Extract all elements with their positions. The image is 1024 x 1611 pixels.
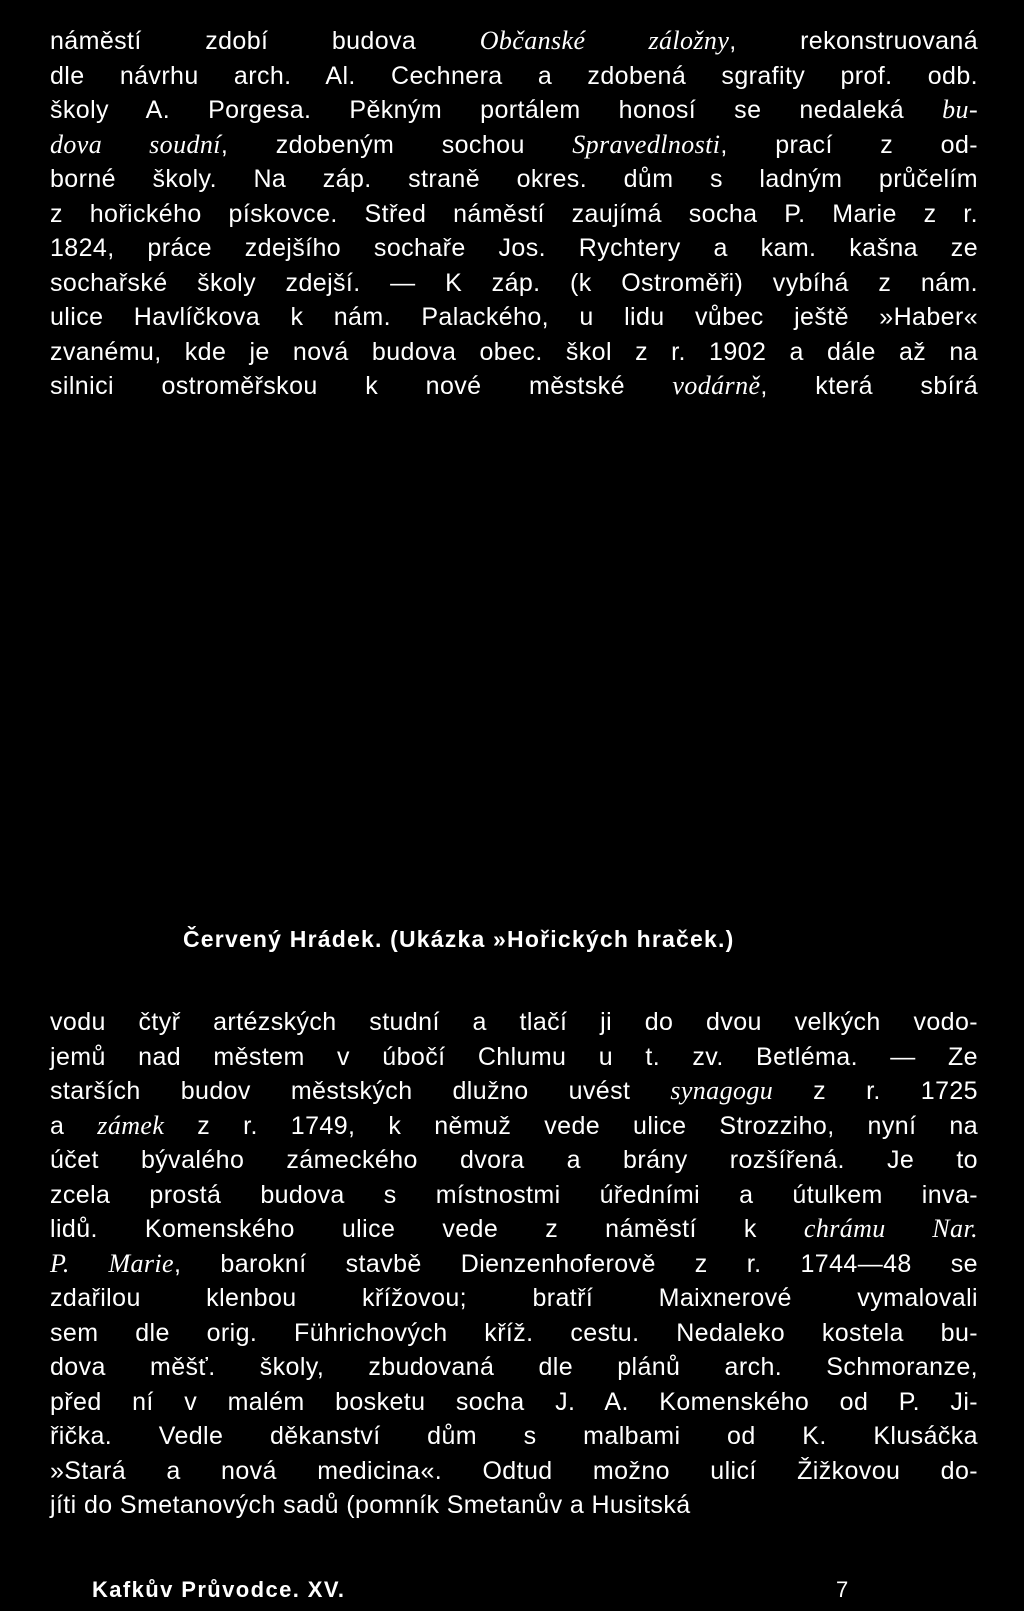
text-line [50,266,978,301]
text-line [50,1454,978,1489]
italic-text: Občanské záložny [479,26,730,55]
text-line [50,1143,978,1178]
text-run: jíti do Smetanových sadů (pomník Smetanův a Husitská [50,1491,691,1519]
page-footer [92,1576,852,1604]
photo-caption: Červený Hrádek. (Ukázka »Hořických hraček.) [183,926,735,952]
text-line [50,1419,978,1454]
text-line [50,1385,978,1420]
text-run: , rekonstruovaná [729,27,979,55]
page-number: 7 [836,1577,850,1602]
text-run: ulice Havlíčkova k nám. Palackého, u lidu vůbec ještě »Haber« [50,303,978,331]
text-run: zcela prostá budova s místnostmi úředními a útulkem inva- [50,1180,978,1209]
italic-text: bu- [942,95,978,124]
italic-text: chrámu Nar. [803,1214,978,1243]
text-run: z hořického pískovce. Střed náměstí zaujímá socha P. Marie z r. [50,199,978,228]
text-run: z r. 1749, k němuž vede ulice Strozziho, nyní na [164,1111,978,1140]
text-line [50,128,978,163]
text-line [50,1488,978,1523]
text-line [50,197,978,232]
text-run: zdařilou klenbou křížovou; bratří Maixnerové vymalovali [50,1284,978,1312]
text-line [50,1178,978,1213]
text-line [50,59,978,94]
text-line [50,231,978,266]
text-run: dle návrhu arch. Al. Cechnera a zdobená sgrafity prof. odb. [50,61,978,90]
text-run: jemů nad městem v úbočí Chlumu u t. zv. Betléma. — Ze [50,1042,978,1071]
photo-area [0,405,1024,905]
text-run: a [50,1111,98,1140]
text-line [50,93,978,128]
text-run: vodu čtyř artézských studní a tlačí ji do dvou velkých vodo- [50,1008,978,1036]
text-run: náměstí zdobí budova [50,27,480,55]
text-run: , prací z od- [720,130,978,159]
italic-text: P. Marie [50,1248,174,1278]
text-run: řička. Vedle děkanství dům s malbami od K. Klusáčka [50,1422,978,1450]
footer-series-title: Kafkův Průvodce. XV. [92,1577,346,1602]
text-line [50,1074,978,1109]
text-run: školy A. Porgesa. Pěkným portálem honosí se nedaleká [50,96,943,124]
text-run: dova měšť. školy, zbudovaná dle plánů arch. Schmoranze, [50,1353,978,1381]
italic-text: Spravedlnosti [572,129,721,159]
text-line [50,1212,978,1247]
italic-text: vodárně [672,371,761,400]
text-line [50,300,978,335]
text-run: před ní v malém bosketu socha J. A. Komenského od P. Ji- [50,1387,978,1416]
text-line [50,1247,978,1282]
text-line [50,1109,978,1144]
text-line [50,1040,978,1075]
text-run: lidů. Komenského ulice vede z náměstí k [50,1215,804,1243]
text-run: starších budov městských dlužno uvést [50,1077,671,1105]
text-run: sem dle orig. Führichových kříž. cestu. Nedaleko kostela bu- [50,1318,978,1347]
text-run: 1824, práce zdejšího sochaře Jos. Rychtery a kam. kašna ze [50,234,978,262]
text-line [50,1281,978,1316]
text-line [50,1350,978,1385]
text-run: borné školy. Na záp. straně okres. dům s ladným průčelím [50,165,978,193]
text-line [50,162,978,197]
text-run: »Stará a nová medicina«. Odtud možno ulicí Žižkovou do- [50,1456,978,1485]
text-run: , zdobeným sochou [220,130,573,159]
text-run: , barokní stavbě Dienzenhoferově z r. 1744—48 se [173,1249,978,1278]
text-line [50,335,978,370]
text-run: z r. 1725 [773,1077,978,1105]
italic-text: synagogu [670,1076,774,1105]
text-line [50,1316,978,1351]
top-paragraph [50,24,978,404]
text-line [50,1005,978,1040]
text-run: sochařské školy zdejší. — K záp. (k Ostroměři) vybíhá z nám. [50,268,978,297]
text-run: silnici ostroměřskou k nové městské [50,372,673,400]
bottom-paragraph [50,1005,978,1523]
text-run: účet bývalého zámeckého dvora a brány rozšířená. Je to [50,1146,978,1174]
text-line [50,369,978,404]
italic-text: dova soudní [50,129,221,159]
italic-text: zámek [97,1110,165,1140]
text-run: zvanému, kde je nová budova obec. škol z r. 1902 a dále až na [50,337,978,366]
text-run: , která sbírá [760,372,978,400]
text-line [50,24,978,59]
